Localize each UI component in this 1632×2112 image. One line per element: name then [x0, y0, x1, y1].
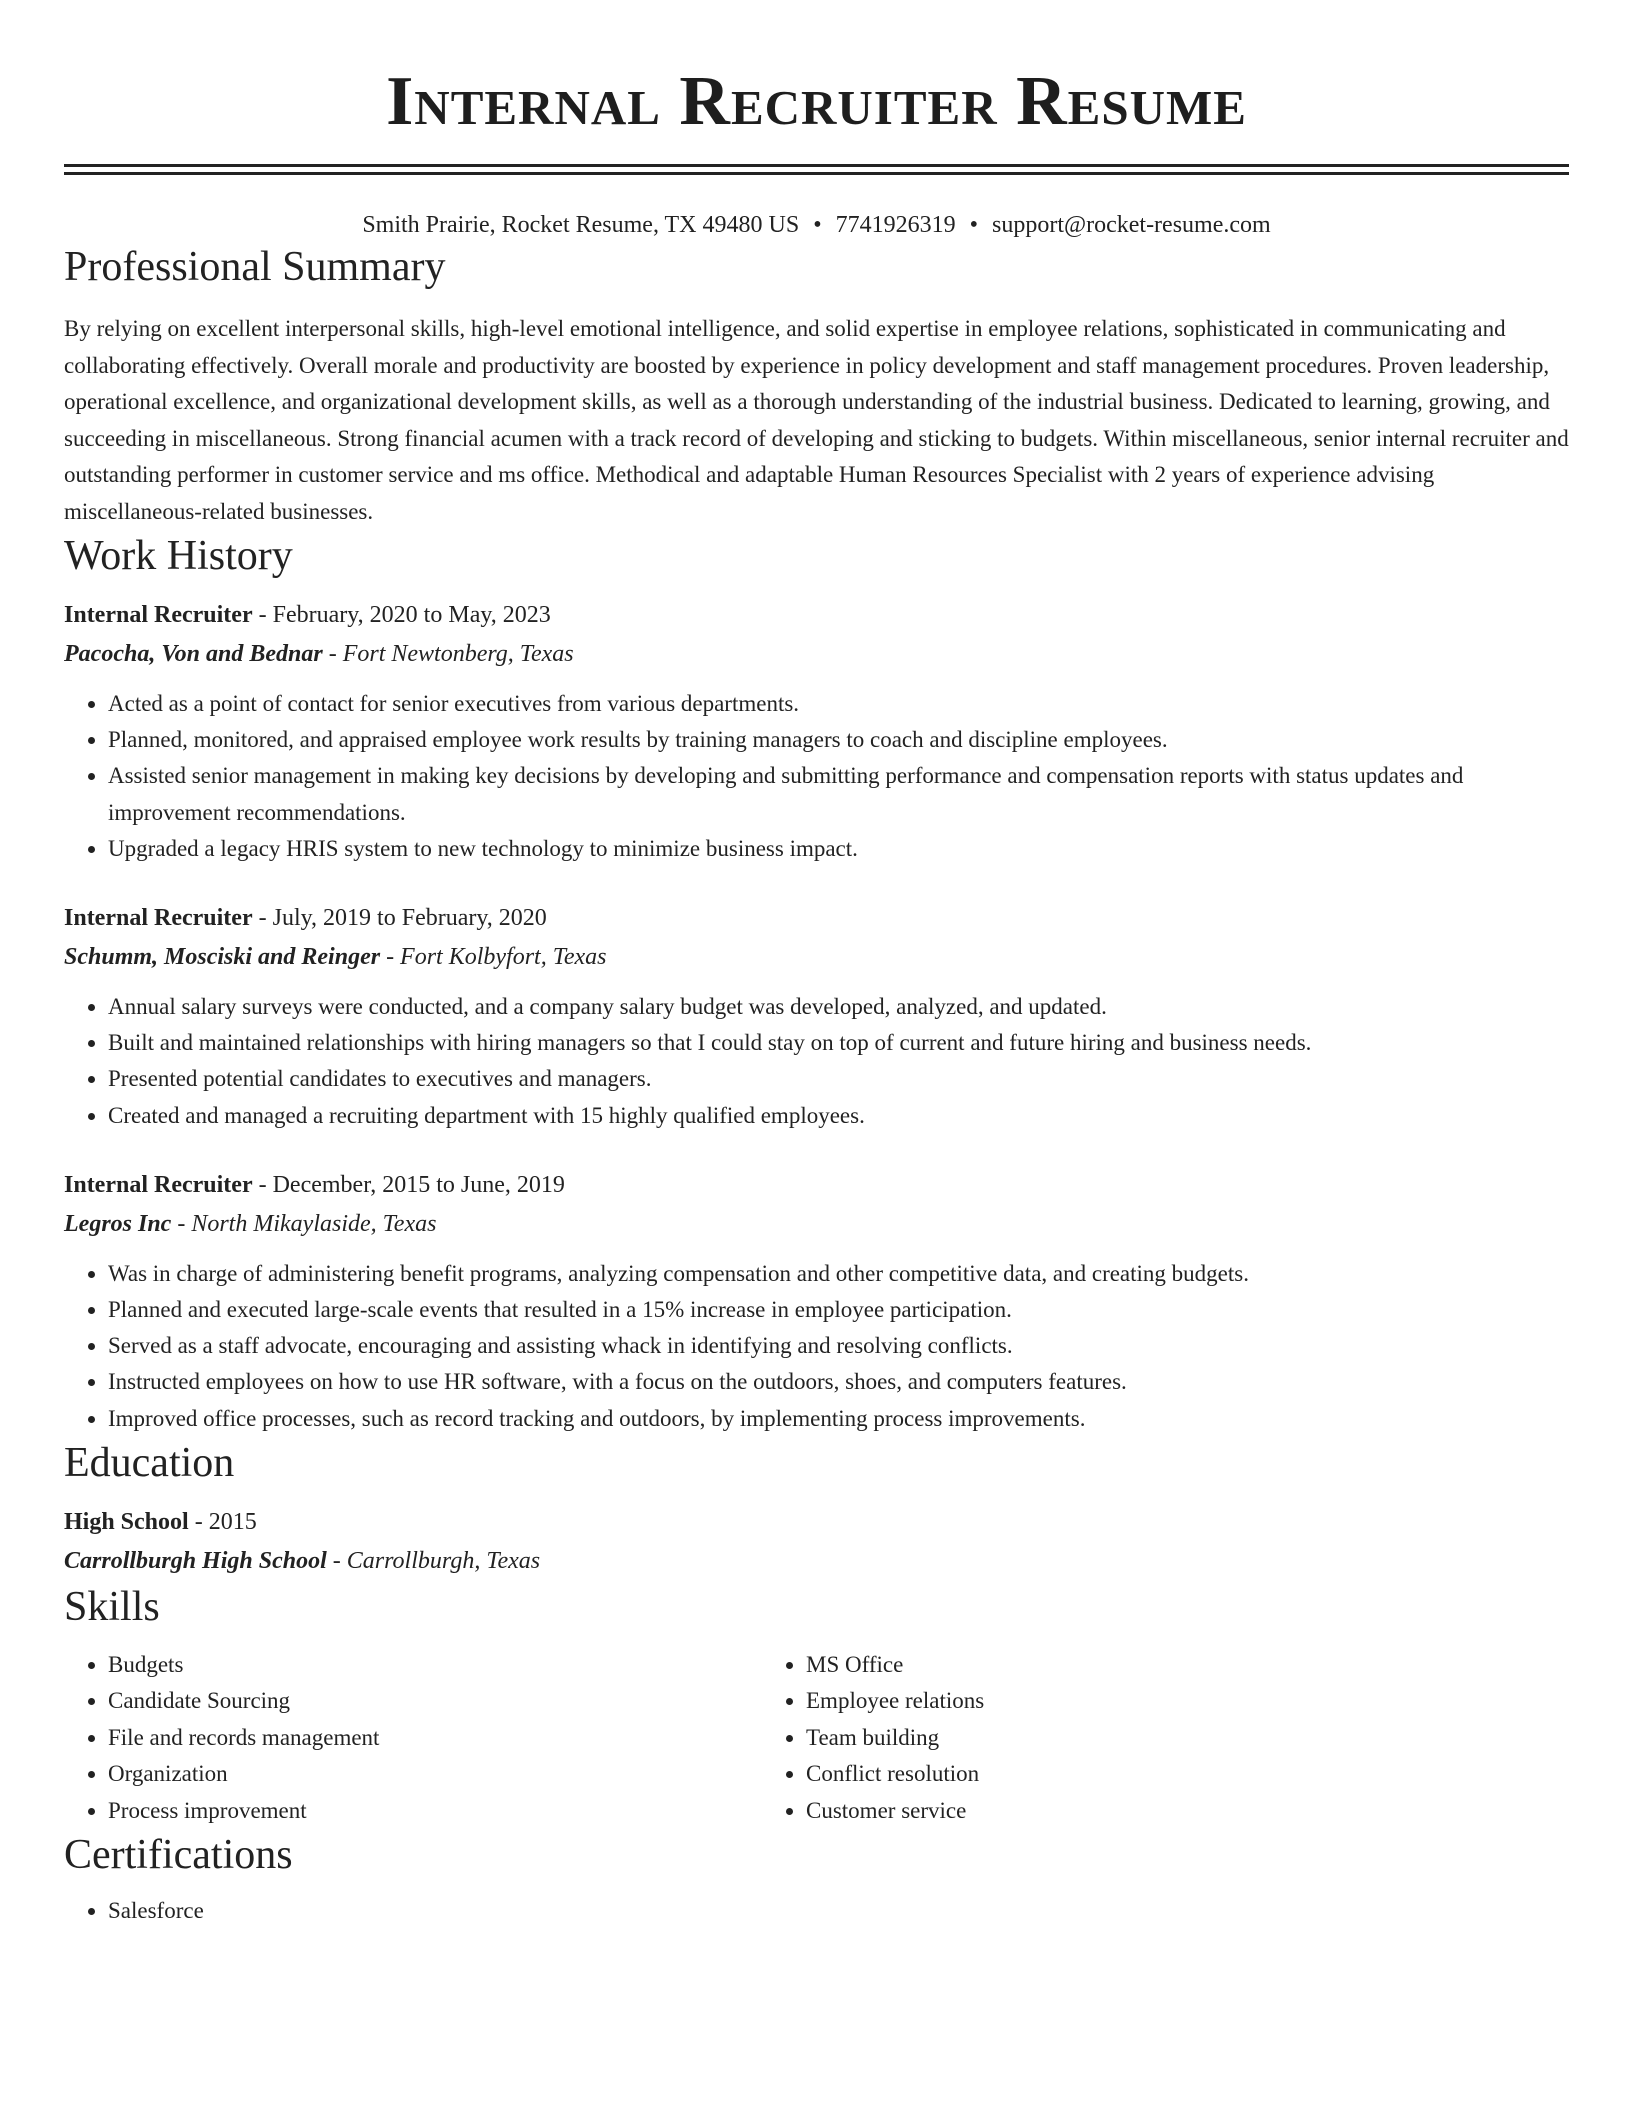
- contact-phone: 7741926319: [835, 212, 956, 238]
- job-bullet: • Built and maintained relationships with hiring managers so that I could stay on top of current and future hiring and business needs.: [108, 1025, 1569, 1061]
- job-bullet: • Improved office processes, such as record tracking and outdoors, by implementing process improvements.: [108, 1401, 1569, 1437]
- job-company: Legros Inc: [64, 1210, 172, 1237]
- job-bullet: • Presented potential candidates to executives and managers.: [108, 1061, 1569, 1097]
- job-dates: - July, 2019 to February, 2020: [252, 905, 547, 932]
- education-year: - 2015: [188, 1508, 257, 1535]
- job-bullet: • Upgraded a legacy HRIS system to new technology to minimize business impact.: [108, 831, 1569, 867]
- job-dates: - December, 2015 to June, 2019: [252, 1171, 565, 1198]
- resume-title: Internal Recruiter Resume: [386, 63, 1247, 140]
- education-school-line: [64, 1542, 1569, 1581]
- job-employer-line: [64, 1205, 1569, 1244]
- education-school: Carrollburgh High School: [64, 1547, 327, 1574]
- job-entry: [64, 1166, 1569, 1437]
- job-entry: [64, 596, 1569, 867]
- contact-address: Smith Prairie, Rocket Resume, TX 49480 US: [362, 212, 800, 238]
- contact-line: [64, 209, 1569, 241]
- job-title: Internal Recruiter: [64, 602, 253, 628]
- job-bullet: • Planned and executed large-scale events that resulted in a 15% increase in employee participation.: [108, 1292, 1569, 1328]
- job-bullets: [64, 1256, 1569, 1437]
- job-location: - Fort Newtonberg, Texas: [322, 641, 574, 667]
- title-double-rule: [64, 164, 1569, 175]
- job-location: - Fort Kolbyfort, Texas: [380, 944, 607, 971]
- summary-heading: Professional Summary: [64, 244, 446, 290]
- certifications-heading: Certifications: [64, 1832, 293, 1879]
- skill-item: • Budgets: [108, 1647, 762, 1684]
- job-employer-line: [64, 938, 1569, 977]
- job-title: Internal Recruiter: [64, 905, 253, 932]
- job-company: Schumm, Mosciski and Reinger: [64, 944, 381, 971]
- summary-text: By relying on excellent interpersonal skills, high-level emotional intelligence, and solid expertise in employee relations, sophisticated in communicating and collaborating effectively. Overall morale and productivity are boosted by experience in policy development and staff management procedures. Proven leadership, operational excellence, and organizational development skills, as well as a thorough understanding of the industrial business. Dedicated to learning, growing, and succeeding in miscellaneous. Strong financial acumen with a track record of developing and sticking to budgets. Within miscellaneous, senior internal recruiter and outstanding performer in customer service and ms office. Methodical and adaptable Human Resources Specialist with 2 years of experience advising miscellaneous-related businesses.: [64, 316, 1569, 524]
- job-employer-line: [64, 635, 1569, 674]
- work-history-heading: Work History: [64, 533, 293, 579]
- job-bullet: • Created and managed a recruiting department with 15 highly qualified employees.: [108, 1098, 1569, 1134]
- skill-item: • Organization: [108, 1756, 762, 1793]
- skill-item: • Candidate Sourcing: [108, 1683, 762, 1720]
- skills-list-left: [64, 1647, 762, 1830]
- job-bullet: • Was in charge of administering benefit programs, analyzing compensation and other competitive data, and creating budgets.: [108, 1256, 1569, 1292]
- job-title-line: [64, 899, 1569, 938]
- skill-item: • Conflict resolution: [806, 1756, 1460, 1793]
- job-bullet: • Assisted senior management in making key decisions by developing and submitting performance and compensation reports with status updates and improvement recommendations.: [108, 758, 1569, 830]
- resume-page: [64, 0, 1569, 1929]
- job-bullets: [64, 686, 1569, 867]
- contact-separator: •: [813, 212, 822, 238]
- skill-item: • Customer service: [806, 1793, 1460, 1830]
- job-dates: - February, 2020 to May, 2023: [252, 602, 551, 628]
- contact-separator: •: [969, 212, 978, 238]
- job-bullet: • Annual salary surveys were conducted, and a company salary budget was developed, analyzed, and updated.: [108, 989, 1569, 1025]
- job-title: Internal Recruiter: [64, 1171, 253, 1198]
- skill-item: • Team building: [806, 1720, 1460, 1757]
- skill-item: • File and records management: [108, 1720, 762, 1757]
- job-bullet: • Served as a staff advocate, encouraging and assisting whack in identifying and resolving conflicts.: [108, 1328, 1569, 1364]
- skill-item: • Process improvement: [108, 1793, 762, 1830]
- skills-list-right: [762, 1647, 1460, 1830]
- job-entry: [64, 899, 1569, 1134]
- job-location: - North Mikaylaside, Texas: [171, 1210, 437, 1237]
- education-degree: High School: [64, 1508, 189, 1535]
- skill-item: • MS Office: [806, 1647, 1460, 1684]
- education-location: - Carrollburgh, Texas: [326, 1547, 541, 1574]
- education-degree-line: [64, 1503, 1569, 1542]
- job-company: Pacocha, Von and Bednar: [64, 641, 323, 667]
- education-entry: [64, 1503, 1569, 1581]
- job-bullet: • Instructed employees on how to use HR software, with a focus on the outdoors, shoes, and computers features.: [108, 1364, 1569, 1400]
- certifications-list: [64, 1893, 1569, 1929]
- skill-item: • Employee relations: [806, 1683, 1460, 1720]
- skills-columns: [64, 1647, 1569, 1830]
- certification-item: • Salesforce: [108, 1893, 1569, 1929]
- job-title-line: [64, 596, 1569, 635]
- job-title-line: [64, 1166, 1569, 1205]
- education-heading: Education: [64, 1439, 235, 1486]
- skills-heading: Skills: [64, 1583, 160, 1630]
- job-bullets: [64, 989, 1569, 1134]
- job-bullet: • Acted as a point of contact for senior executives from various departments.: [108, 686, 1569, 722]
- contact-email: support@rocket-resume.com: [992, 212, 1271, 238]
- job-bullet: • Planned, monitored, and appraised employee work results by training managers to coach and discipline employees.: [108, 722, 1569, 758]
